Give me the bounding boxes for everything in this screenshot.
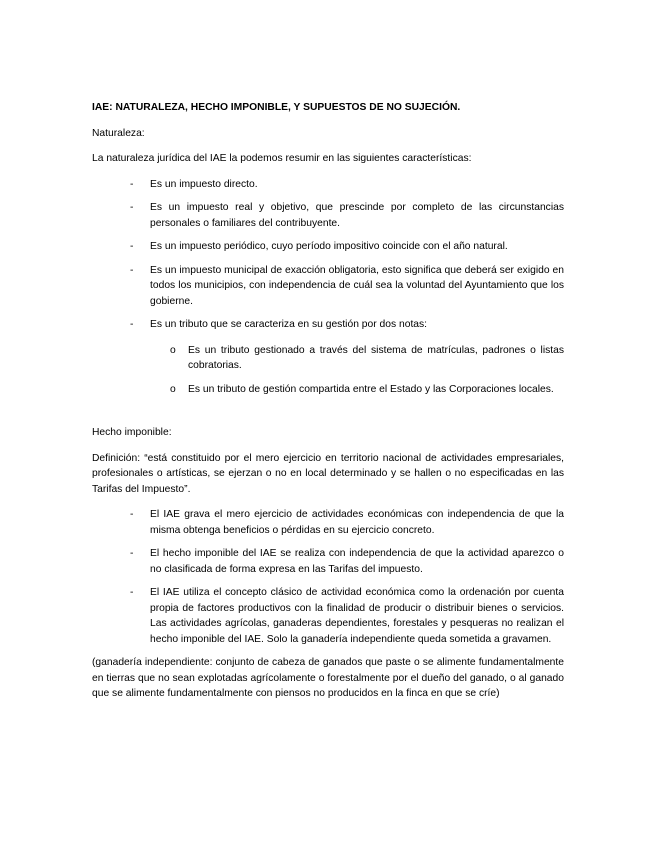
list-item: [92, 585, 564, 647]
list-item-text: El IAE utiliza el concepto clásico de actividad económica como la ordenación por cuenta propia de factores productivos con la finalidad de producir o distribuir bienes o servicios. Las actividades agrícolas, ganaderas dependientes, forestales y pesqueras no realizan el hecho imponible del IAE. Solo la ganadería independiente queda sometida a gravamen.: [150, 587, 564, 645]
circle-bullet-icon: o: [170, 344, 176, 356]
gestion-sublist: [150, 343, 564, 398]
section-heading-naturaleza: Naturaleza:: [92, 127, 145, 139]
list-item-text: Es un impuesto real y objetivo, que prescinde por completo de las circunstancias personales o familiares del contribuyente.: [150, 202, 564, 229]
dash-bullet-icon: -: [130, 319, 134, 330]
list-item: [92, 239, 564, 255]
document-title: IAE: NATURALEZA, HECHO IMPONIBLE, Y SUPUESTOS DE NO SUJECIÓN.: [92, 102, 461, 113]
list-item-text: Es un impuesto directo.: [150, 178, 258, 190]
dash-bullet-icon: -: [130, 264, 134, 276]
dash-bullet-icon: -: [130, 178, 134, 190]
sublist-item: [150, 382, 564, 398]
sublist-item-text: Es un tributo gestionado a través del sistema de matrículas, padrones o listas cobratorias.: [188, 344, 564, 371]
closing-paragraph: (ganadería independiente: conjunto de cabeza de ganados que paste o se alimente fundamentalmente en tierras que no sean explotadas agrícolamente o forestalmente por el dueño del ganado, o al ganado que se alimente fundamentalmente con piensos no producidos en la finca en que se críe): [92, 657, 564, 699]
list-item-text: El IAE grava el mero ejercicio de actividades económicas con independencia de que la misma obtenga beneficios o pérdidas en su ejercicio concreto.: [150, 509, 564, 536]
list-item-text: Es un impuesto periódico, cuyo período impositivo coincide con el año natural.: [150, 241, 508, 252]
dash-bullet-icon: -: [130, 241, 134, 252]
dash-bullet-icon: -: [130, 548, 134, 559]
dash-bullet-icon: -: [130, 587, 134, 598]
dash-bullet-icon: -: [130, 202, 134, 213]
list-item: [92, 317, 564, 397]
sublist-item: [150, 343, 564, 374]
definition-paragraph: Definición: “está constituido por el mero ejercicio en territorio nacional de actividades empresariales, profesionales o artísticas, se ejerzan o no en local determinado y se hallen o no especificadas en las Tarifas del Impuesto”.: [92, 452, 564, 495]
section-heading-hecho-imponible: Hecho imponible:: [92, 427, 172, 438]
list-item: [92, 177, 564, 193]
list-item-text: Es un tributo que se caracteriza en su gestión por dos notas:: [150, 319, 428, 330]
hecho-imponible-list: [92, 507, 564, 647]
list-item: [92, 546, 564, 577]
list-item-text: El hecho imponible del IAE se realiza con independencia de que la actividad aparezco o no clasificada de forma expresa en las Tarifas del impuesto.: [150, 548, 564, 575]
list-item: [92, 200, 564, 231]
list-item-text: Es un impuesto municipal de exacción obligatoria, esto significa que deberá ser exigido en todos los municipios, con independencia de cuál sea la voluntad del Ayuntamiento que los gobierne.: [150, 264, 564, 307]
section-spacer: [92, 405, 564, 425]
dash-bullet-icon: -: [130, 509, 134, 520]
list-item: [92, 263, 564, 310]
naturaleza-list: [92, 177, 564, 398]
section-intro-naturaleza: La naturaleza jurídica del IAE la podemos resumir en las siguientes características:: [92, 153, 472, 164]
sublist-item-text: Es un tributo de gestión compartida entre el Estado y las Corporaciones locales.: [188, 383, 554, 395]
list-item: [92, 507, 564, 538]
circle-bullet-icon: o: [170, 383, 176, 395]
document-page: [92, 100, 564, 712]
